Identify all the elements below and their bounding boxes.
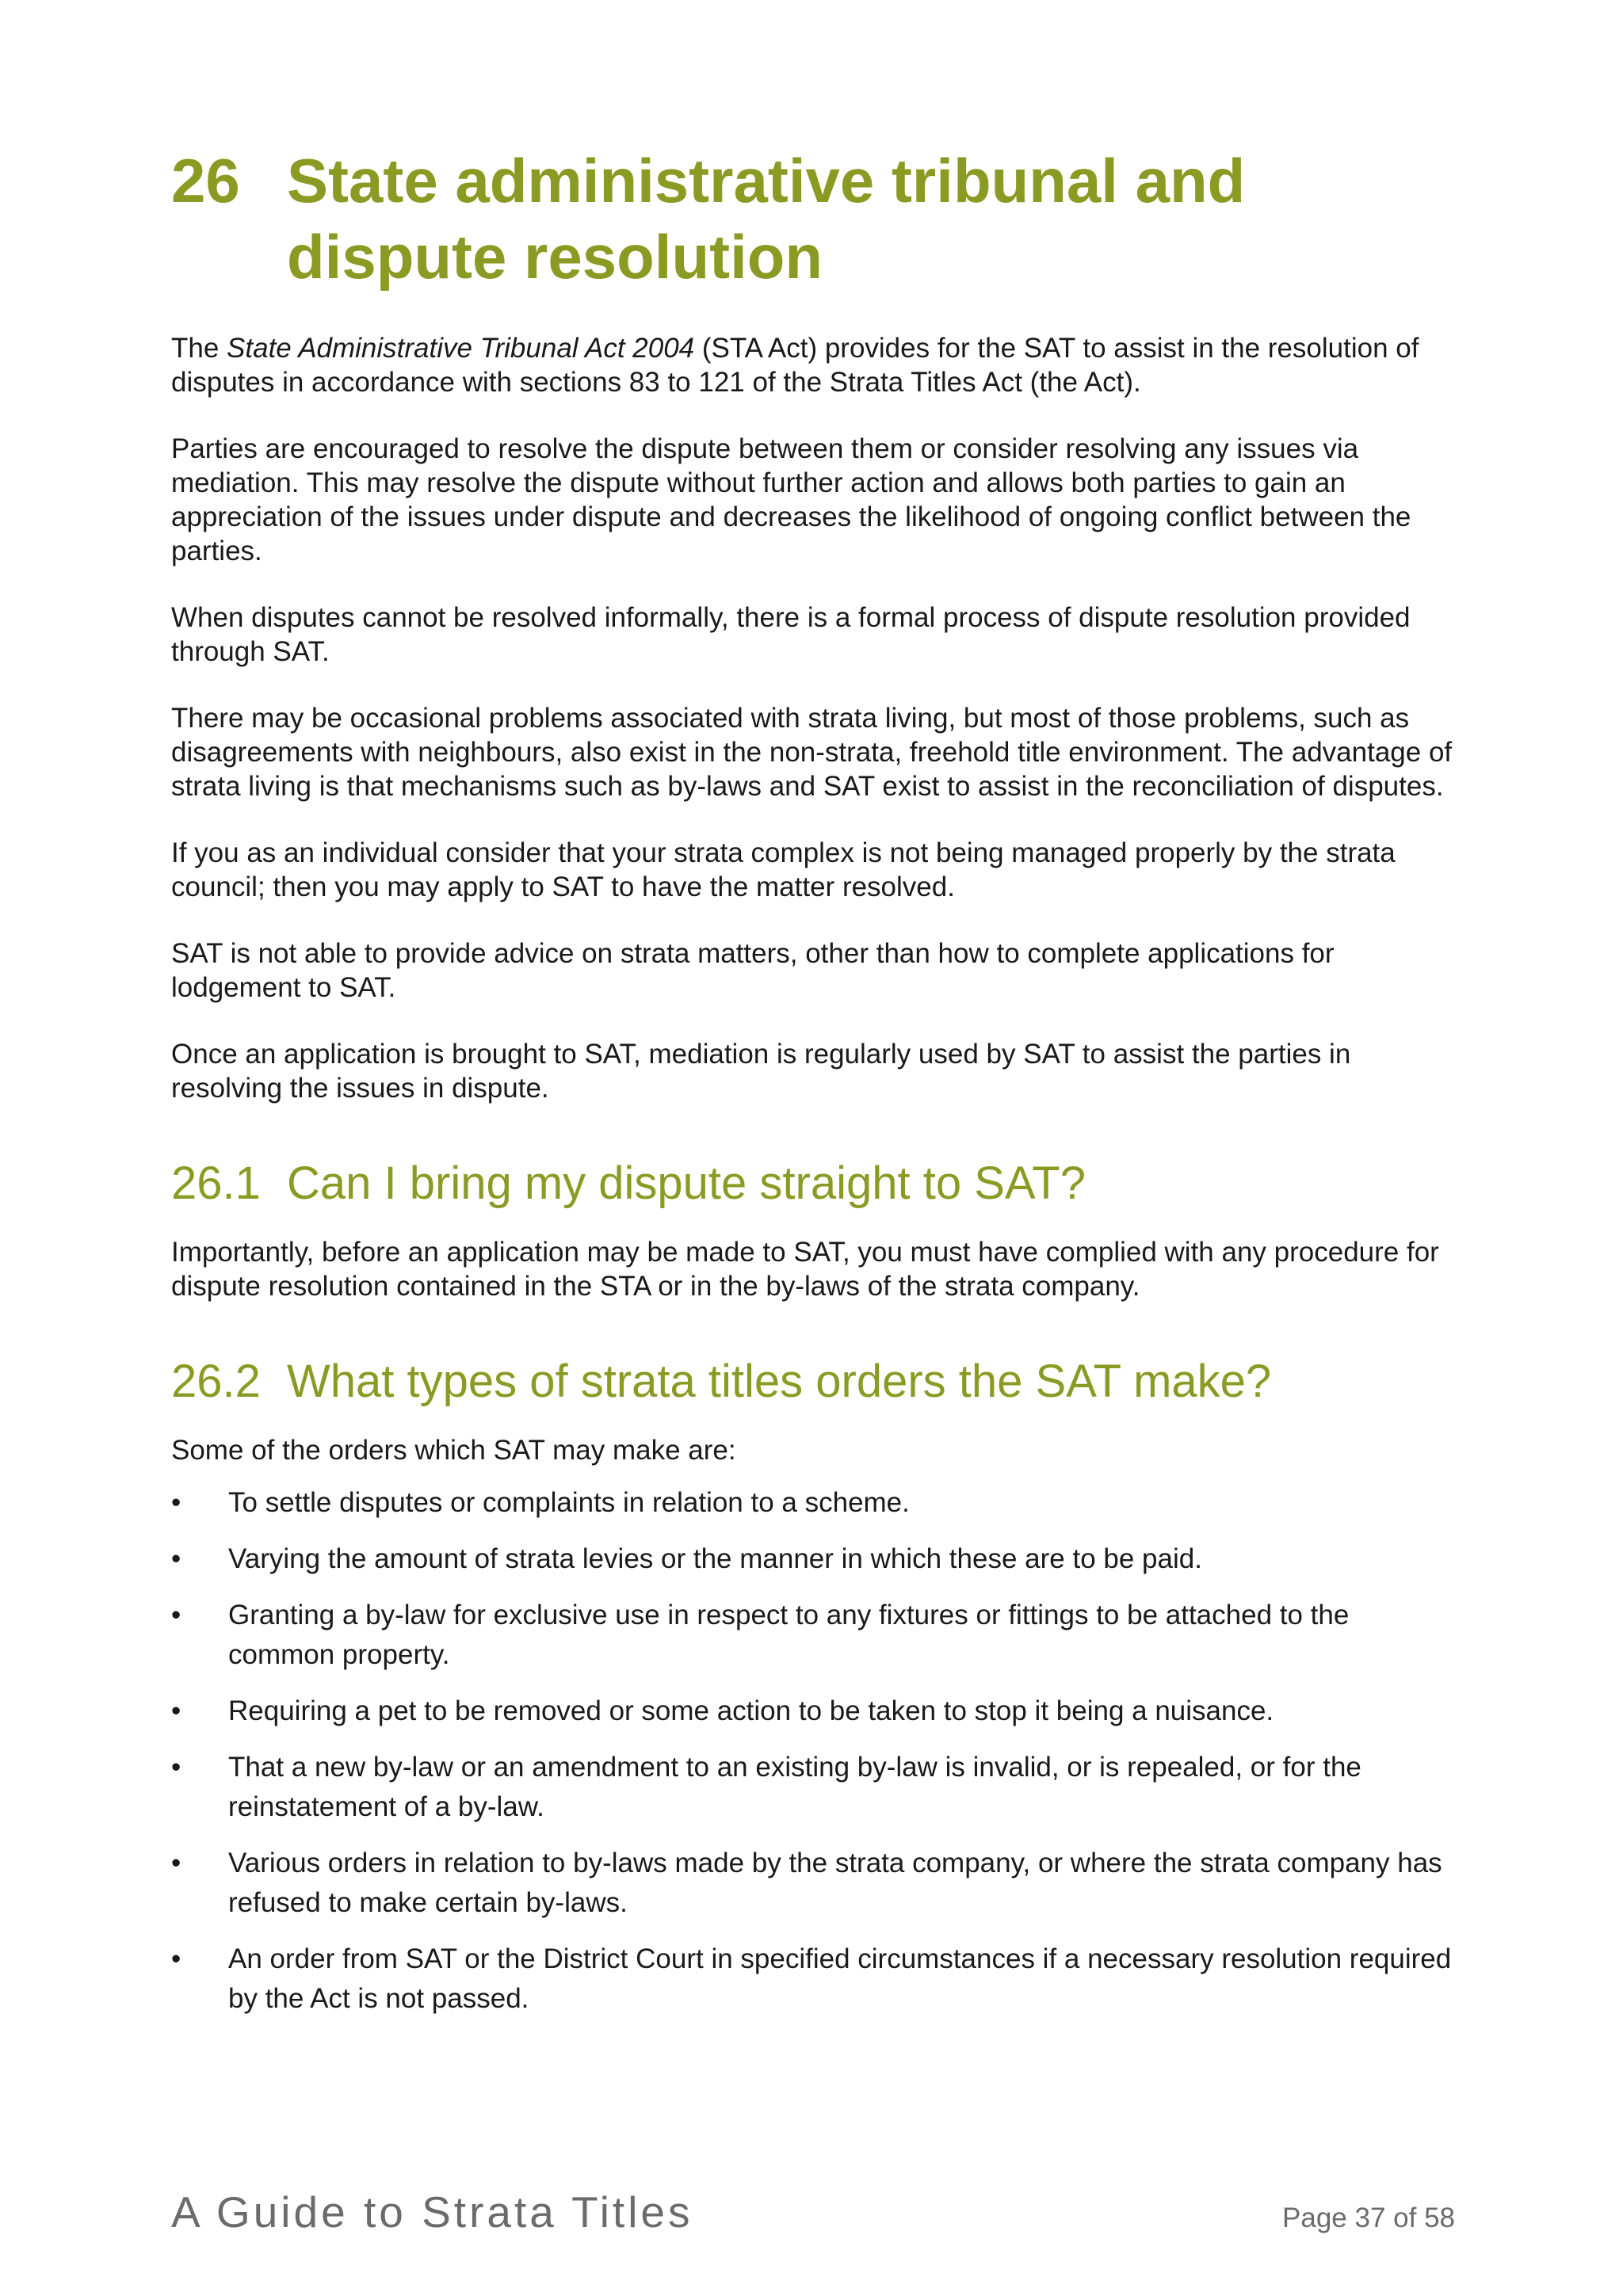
intro-paragraph-3: When disputes cannot be resolved informally, there is a formal process of dispute resolution provided through SAT.: [171, 602, 1411, 667]
list-item-text: Various orders in relation to by-laws made by the strata company, or where the strata company has refused to make certain by-laws.: [228, 1848, 1442, 1918]
bullet-icon: •: [171, 1543, 181, 1574]
bullet-icon: •: [171, 1848, 181, 1878]
list-item-text: That a new by-law or an amendment to an existing by-law is invalid, or is repealed, or for the reinstatement of a by-law.: [228, 1752, 1361, 1822]
intro-paragraph-5: If you as an individual consider that your strata complex is not being managed properly by the strata council; then you may apply to SAT to have the matter resolved.: [171, 837, 1396, 902]
section-number: 26: [171, 146, 240, 215]
footer-page-number: Page 37 of 58: [1282, 2203, 1455, 2233]
text-run: (STA Act) provides for the SAT to assist in the resolution of disputes in accordance with sections 83 to 121 of the Strata Titles Act (the Act).: [171, 333, 1419, 398]
list-item-text: An order from SAT or the District Court in specified circumstances if a necessary resolution required by the Act is not passed.: [228, 1943, 1452, 2014]
page-footer: [171, 2187, 1455, 2237]
subsection-heading-26-2: [171, 1354, 1455, 1409]
list-item: [171, 1596, 1455, 1675]
bullet-icon: •: [171, 1600, 181, 1630]
intro-paragraph-1: [171, 331, 1455, 399]
list-item: [171, 1539, 1455, 1579]
section-heading: [171, 143, 1455, 295]
bullet-icon: •: [171, 1943, 181, 1974]
list-item: [171, 1939, 1455, 2019]
footer-document-title: A Guide to Strata Titles: [171, 2187, 693, 2237]
subsection-title: What types of strata titles orders the SAT make?: [287, 1356, 1272, 1407]
list-item: [171, 1691, 1455, 1731]
list-item-text: Varying the amount of strata levies or the manner in which these are to be paid.: [228, 1543, 1202, 1574]
subsection-26-1-body: Importantly, before an application may be made to SAT, you must have complied with any procedure for dispute resolution contained in the STA or in the by-laws of the strata company.: [171, 1237, 1439, 1302]
intro-paragraph-6: SAT is not able to provide advice on strata matters, other than how to complete applications for lodgement to SAT.: [171, 938, 1335, 1003]
bullet-icon: •: [171, 1487, 181, 1518]
subsection-heading-26-1: [171, 1156, 1455, 1211]
list-item-text: Granting a by-law for exclusive use in respect to any fixtures or fittings to be attached to the common property.: [228, 1600, 1350, 1670]
bullet-icon: •: [171, 1695, 181, 1726]
orders-list: [171, 1483, 1455, 2019]
intro-paragraph-2: Parties are encouraged to resolve the dispute between them or consider resolving any issues via mediation. This may resolve the dispute without further action and allows both parties to gain an appreciation of the issues under dispute and decreases the likelihood of ongoing conflict between the parties.: [171, 433, 1411, 566]
intro-paragraph-4: There may be occasional problems associated with strata living, but most of those problems, such as disagreements with neighbours, also exist in the non-strata, freehold title environment. The advantage of strata living is that mechanisms such as by-laws and SAT exist to assist in the reconciliation of disputes.: [171, 703, 1453, 802]
section-title: State administrative tribunal and dispute resolution: [287, 146, 1246, 292]
bullet-icon: •: [171, 1752, 181, 1783]
subsection-title: Can I bring my dispute straight to SAT?: [287, 1158, 1086, 1209]
list-item: [171, 1483, 1455, 1523]
list-item: [171, 1844, 1455, 1923]
subsection-number: 26.2: [171, 1356, 261, 1407]
text-run: The: [171, 333, 227, 364]
list-item: [171, 1748, 1455, 1827]
page-content: [171, 143, 1455, 2035]
act-title-italic: State Administrative Tribunal Act 2004: [227, 333, 695, 364]
orders-lead: Some of the orders which SAT may make are:: [171, 1435, 736, 1466]
subsection-number: 26.1: [171, 1158, 261, 1209]
intro-paragraph-7: Once an application is brought to SAT, mediation is regularly used by SAT to assist the parties in resolving the issues in dispute.: [171, 1039, 1351, 1104]
list-item-text: Requiring a pet to be removed or some action to be taken to stop it being a nuisance.: [228, 1695, 1274, 1726]
list-item-text: To settle disputes or complaints in relation to a scheme.: [228, 1487, 910, 1518]
